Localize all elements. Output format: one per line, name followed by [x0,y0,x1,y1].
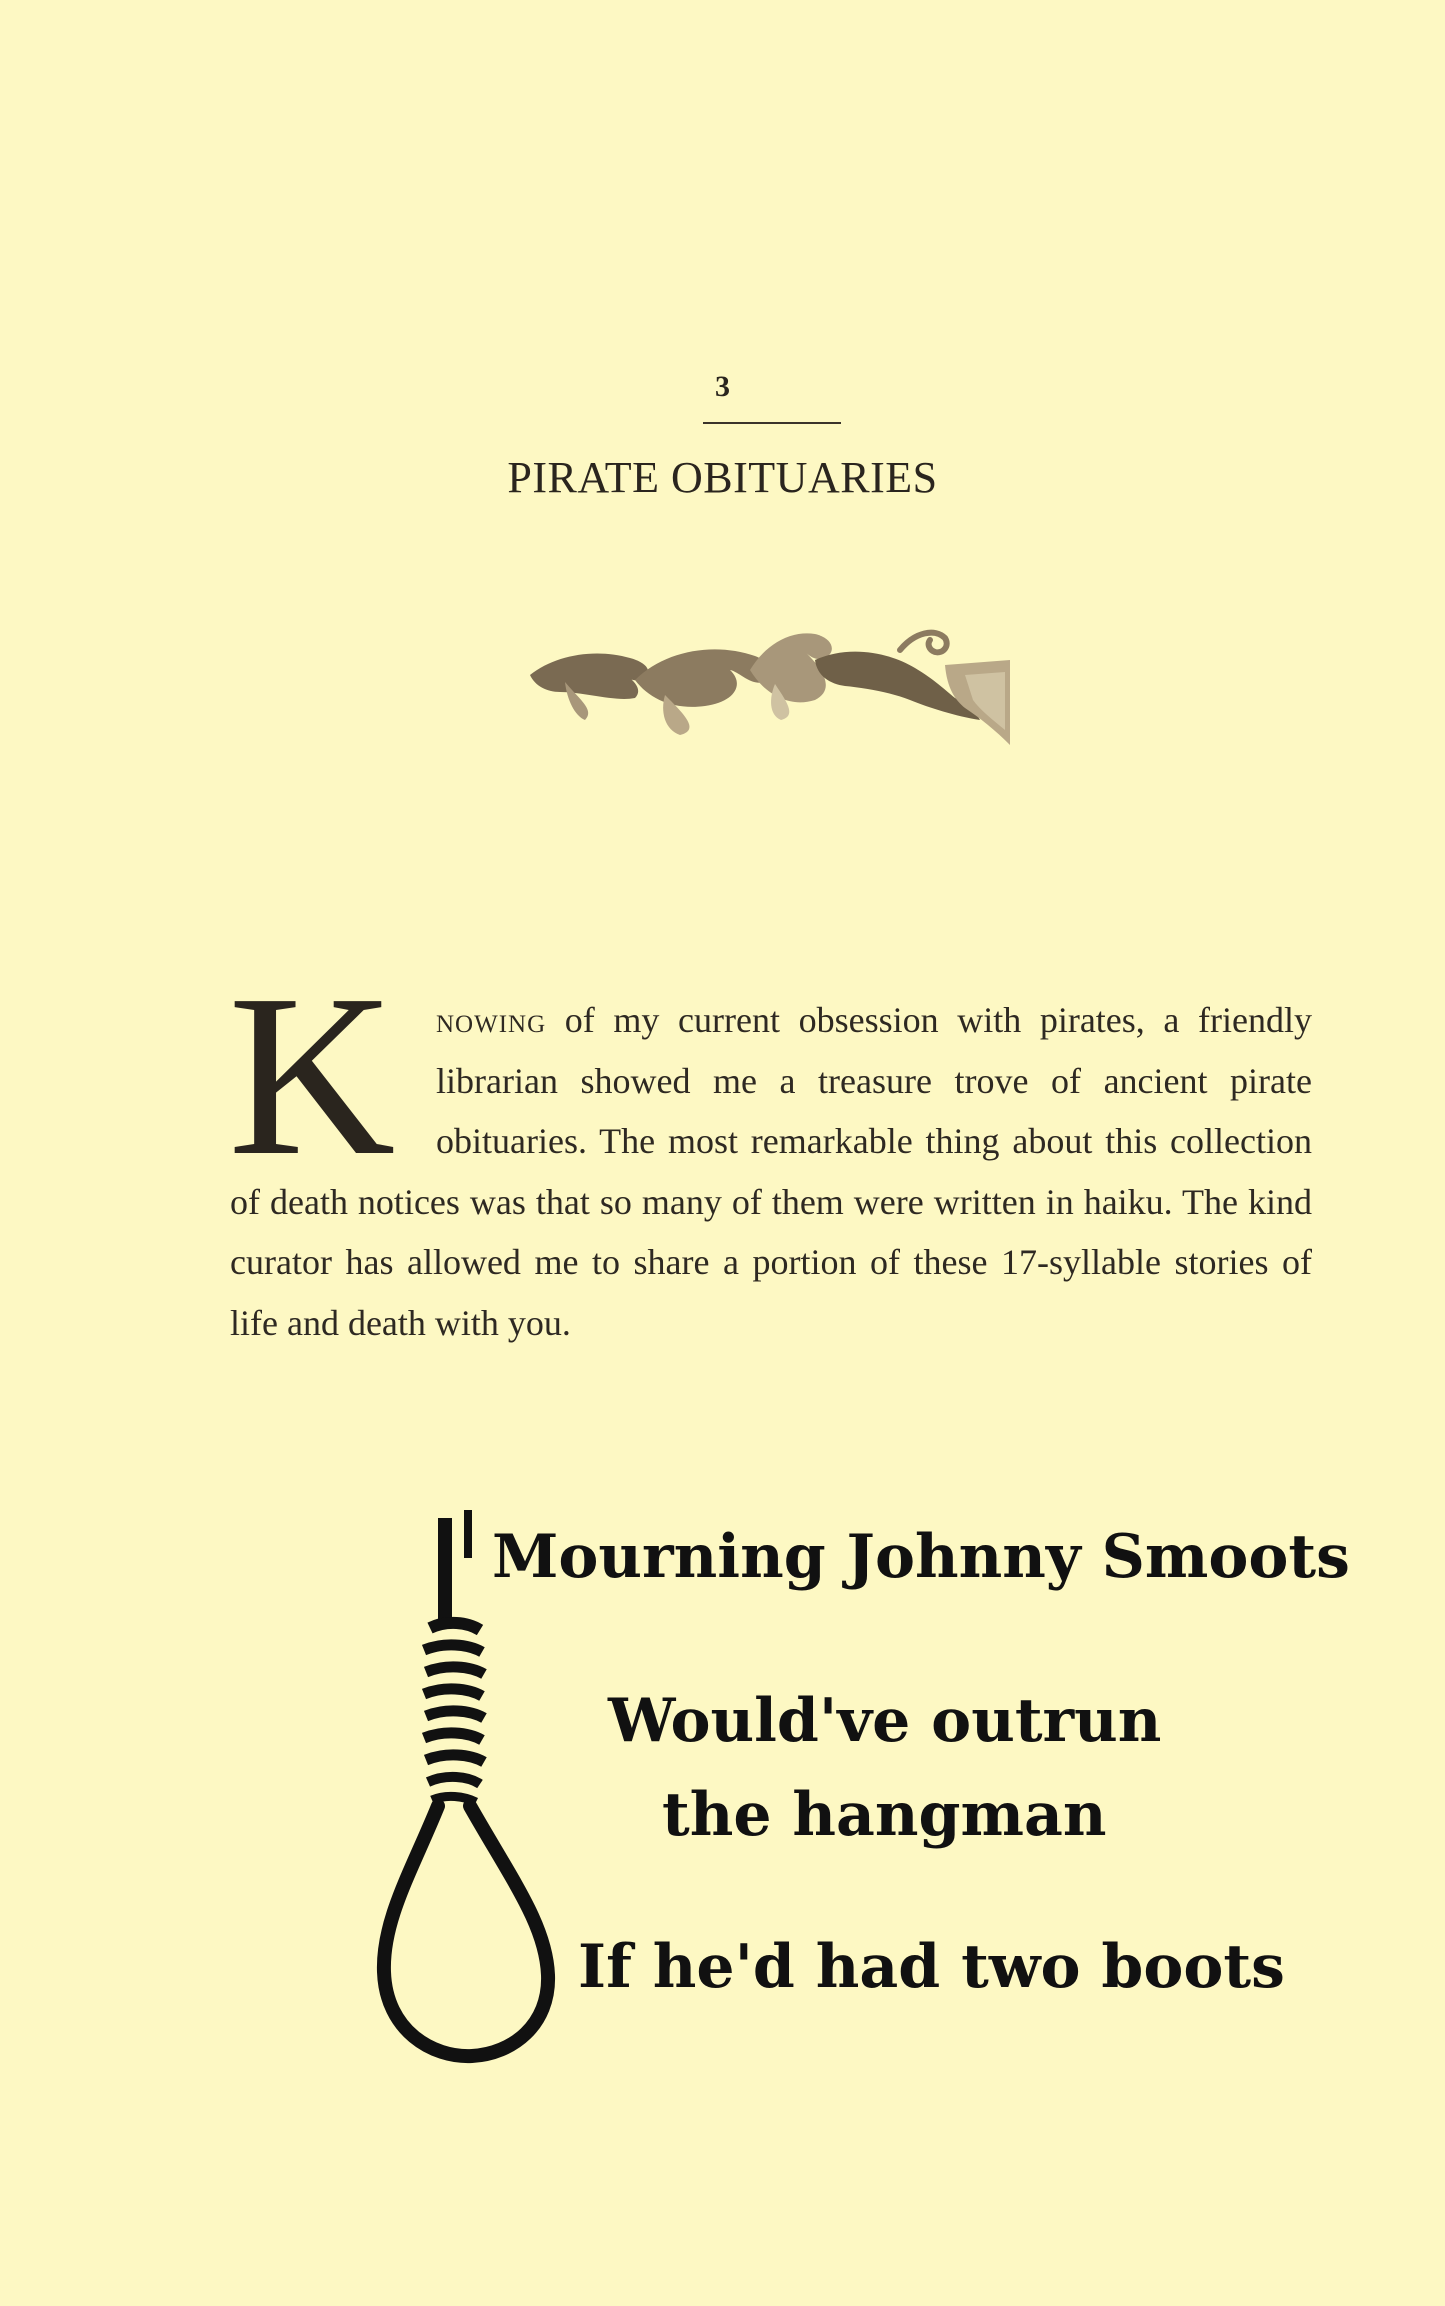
haiku-line-3: If he'd had two boots [578,1932,1285,2002]
drop-cap: K [228,947,396,1204]
haiku-line-1: Mourning Johnny Smoots [492,1522,1350,1592]
chapter-number: 3 [715,370,730,403]
intro-paragraph [230,990,1312,1353]
chapter-rule [703,422,841,424]
wave-ornament-icon [525,620,1015,750]
intro-text: of my current obsession with pirates, a friendly librarian showed me a treasure trove of ancient pirate obituaries. The most remarkable thing about this collection of death notices was that so many of them were written in haiku. The kind curator has allowed me to share a portion of these 17-syllable stories of life and death with you. [230,1000,1312,1343]
drop-cap-spacer [230,990,436,1170]
chapter-title: PIRATE OBITUARIES [507,453,938,502]
haiku-line-2a: Would've outrun [608,1686,1162,1756]
intro-lead: nowing [436,1000,547,1040]
noose-icon [372,1510,572,2070]
haiku-line-2b: the hangman [662,1780,1107,1850]
